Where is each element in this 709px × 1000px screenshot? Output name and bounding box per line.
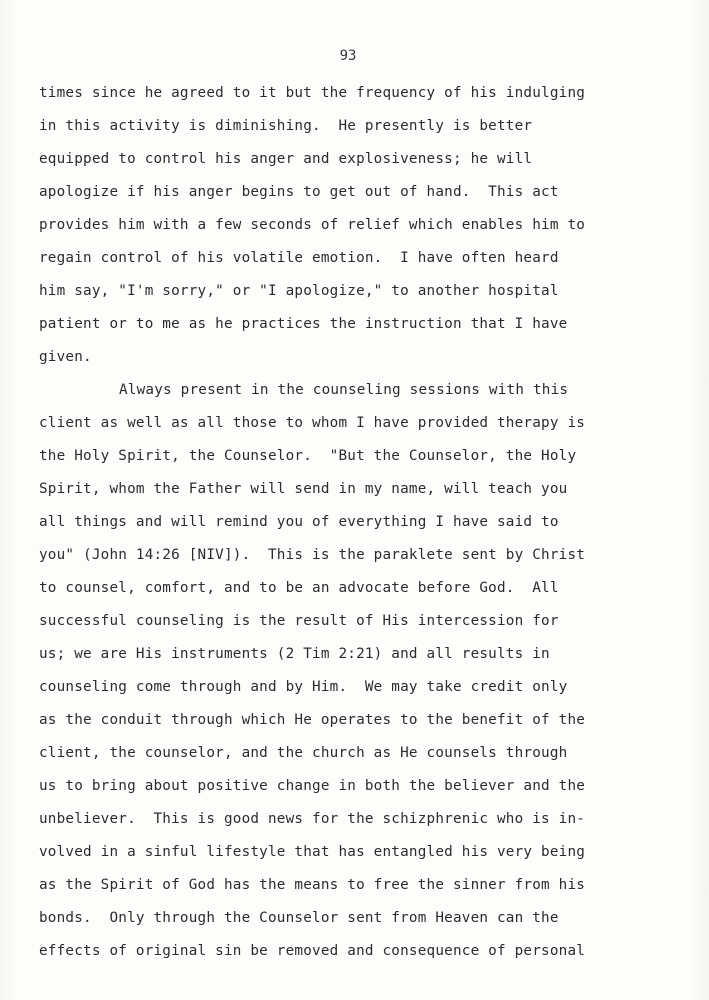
text-line: client, the counselor, and the church as He counsels through <box>39 745 568 761</box>
text-line: the Holy Spirit, the Counselor. "But the Counselor, the Holy <box>39 448 577 464</box>
text-line: client as well as all those to whom I have provided therapy is <box>39 415 586 431</box>
text-line: effects of original sin be removed and consequence of personal <box>39 943 586 959</box>
text-line: apologize if his anger begins to get out of hand. This act <box>39 184 559 200</box>
text-line: him say, "I'm sorry," or "I apologize," to another hospital <box>39 283 559 299</box>
text-line: unbeliever. This is good news for the schizphrenic who is in- <box>39 811 586 827</box>
page-number: 93 <box>339 48 357 64</box>
text-line: counseling come through and by Him. We may take credit only <box>39 679 568 695</box>
text-line: bonds. Only through the Counselor sent from Heaven can the <box>39 910 559 926</box>
text-line: provides him with a few seconds of relief which enables him to <box>39 217 586 233</box>
text-line: times since he agreed to it but the frequency of his indulging <box>39 85 586 101</box>
text-line: us; we are His instruments (2 Tim 2:21) and all results in <box>39 646 550 662</box>
text-line: you" (John 14:26 [NIV]). This is the paraklete sent by Christ <box>39 547 586 563</box>
text-line: as the Spirit of God has the means to free the sinner from his <box>39 877 586 893</box>
text-line: to counsel, comfort, and to be an advocate before God. All <box>39 580 559 596</box>
text-line: equipped to control his anger and explosiveness; he will <box>39 151 533 167</box>
text-line: all things and will remind you of everything I have said to <box>39 514 559 530</box>
text-line: volved in a sinful lifestyle that has entangled his very being <box>39 844 586 860</box>
text-line: patient or to me as he practices the instruction that I have <box>39 316 568 332</box>
text-line: Spirit, whom the Father will send in my name, will teach you <box>39 481 568 497</box>
text-line: as the conduit through which He operates to the benefit of the <box>39 712 586 728</box>
text-line: us to bring about positive change in both the believer and the <box>39 778 586 794</box>
text-line: in this activity is diminishing. He presently is better <box>39 118 533 134</box>
text-line: successful counseling is the result of His intercession for <box>39 613 559 629</box>
text-line: regain control of his volatile emotion. I have often heard <box>39 250 559 266</box>
paragraph-first-line: Always present in the counseling sessions with this <box>119 382 569 398</box>
text-line: given. <box>39 349 92 365</box>
